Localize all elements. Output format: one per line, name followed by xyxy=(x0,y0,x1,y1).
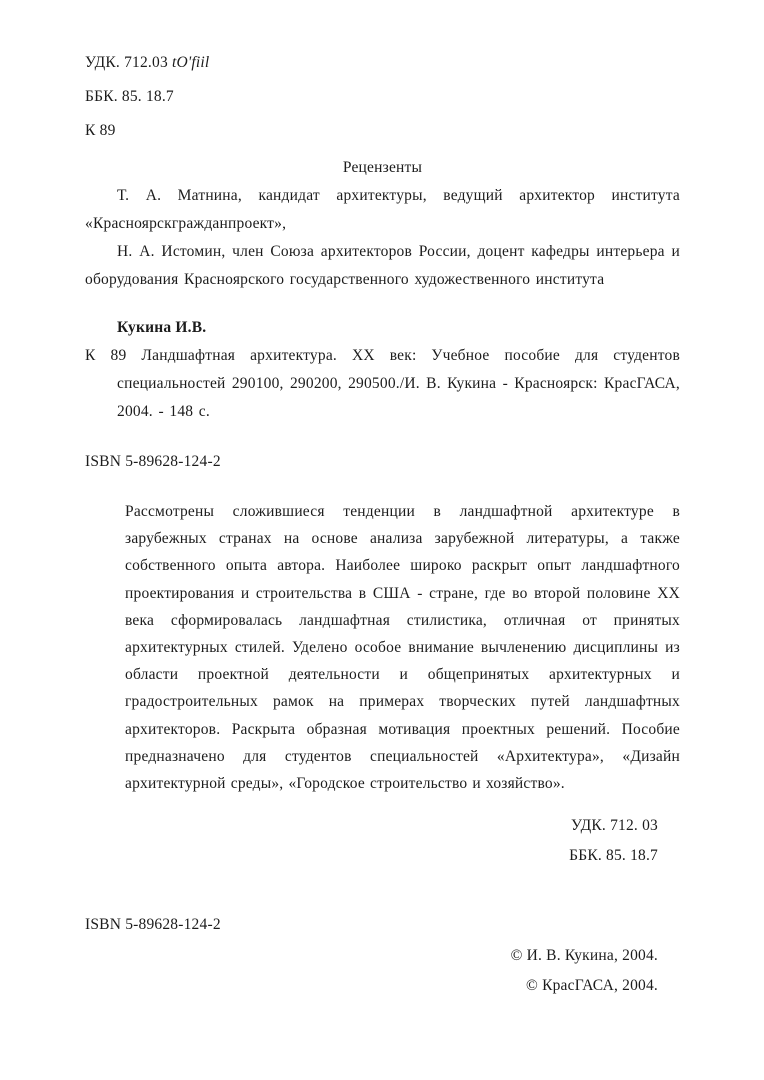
reviewer-2: Н. А. Истомин, член Союза архитекторов России, доцент кафедры интерьера и оборудования Красноярского государственного художественного института xyxy=(85,243,680,288)
abstract-text: Рассмотрены сложившиеся тенденции в ландшафтной архитектуре в зарубежных странах на основе анализа зарубежной литературы, а также собственного опыта автора. Наиболее широко раскрыт опыт ландшафтного проектирования и строительства в США - стране, где во второй половине XX века сформировалась ландшафтная стилистика, отличная от принятых архитектурных стилей. Уделено особое внимание вычленению дисциплины из области проектной деятельности и общепринятых архитектурных и градостроительных рамок на примерах творческих путей ландшафтных архитекторов. Раскрыта образная мотивация проектных решений. Пособие предназначено для студентов специальностей «Архитектура», «Дизайн архитектурной среды», «Городское строительство и хозяйство». xyxy=(125,503,680,793)
copyright-block xyxy=(85,941,680,1001)
udk-top-suffix: tO'fiil xyxy=(171,54,210,71)
catalog-text: Ландшафтная архитектура. XX век: Учебное пособие для студентов специальностей 290100, 290200, 290500./И. В. Кукина - Красноярск: КрасГАСА, 2004. - 148 с. xyxy=(117,347,680,420)
copyright-publisher: © КрасГАСА, 2004. xyxy=(526,977,658,995)
copyright-author: © И. В. Кукина, 2004. xyxy=(510,947,658,965)
author-name: Кукина И.В. xyxy=(117,319,207,336)
reviewers-heading: Рецензенты xyxy=(342,159,423,176)
bottom-codes-block xyxy=(85,811,680,871)
bbk-bottom-line: ББК. 85. 18.7 xyxy=(569,847,658,865)
k89-line: К 89 xyxy=(85,122,116,139)
udk-top-line xyxy=(85,46,680,80)
udk-bottom-line: УДК. 712. 03 xyxy=(571,817,658,835)
isbn-top: ISBN 5-89628-124-2 xyxy=(85,453,221,470)
udk-top-value: УДК. 712.03 xyxy=(85,54,168,71)
reviewer-1: Т. А. Матнина, кандидат архитектуры, ведущий архитектор института «Красноярскгражданпроект», xyxy=(85,187,680,232)
top-codes-block xyxy=(85,46,680,148)
isbn-bottom: ISBN 5-89628-124-2 xyxy=(85,916,221,934)
bbk-top-line: ББК. 85. 18.7 xyxy=(85,88,174,105)
catalog-label: К 89 xyxy=(85,347,127,364)
catalog-entry xyxy=(85,342,680,426)
